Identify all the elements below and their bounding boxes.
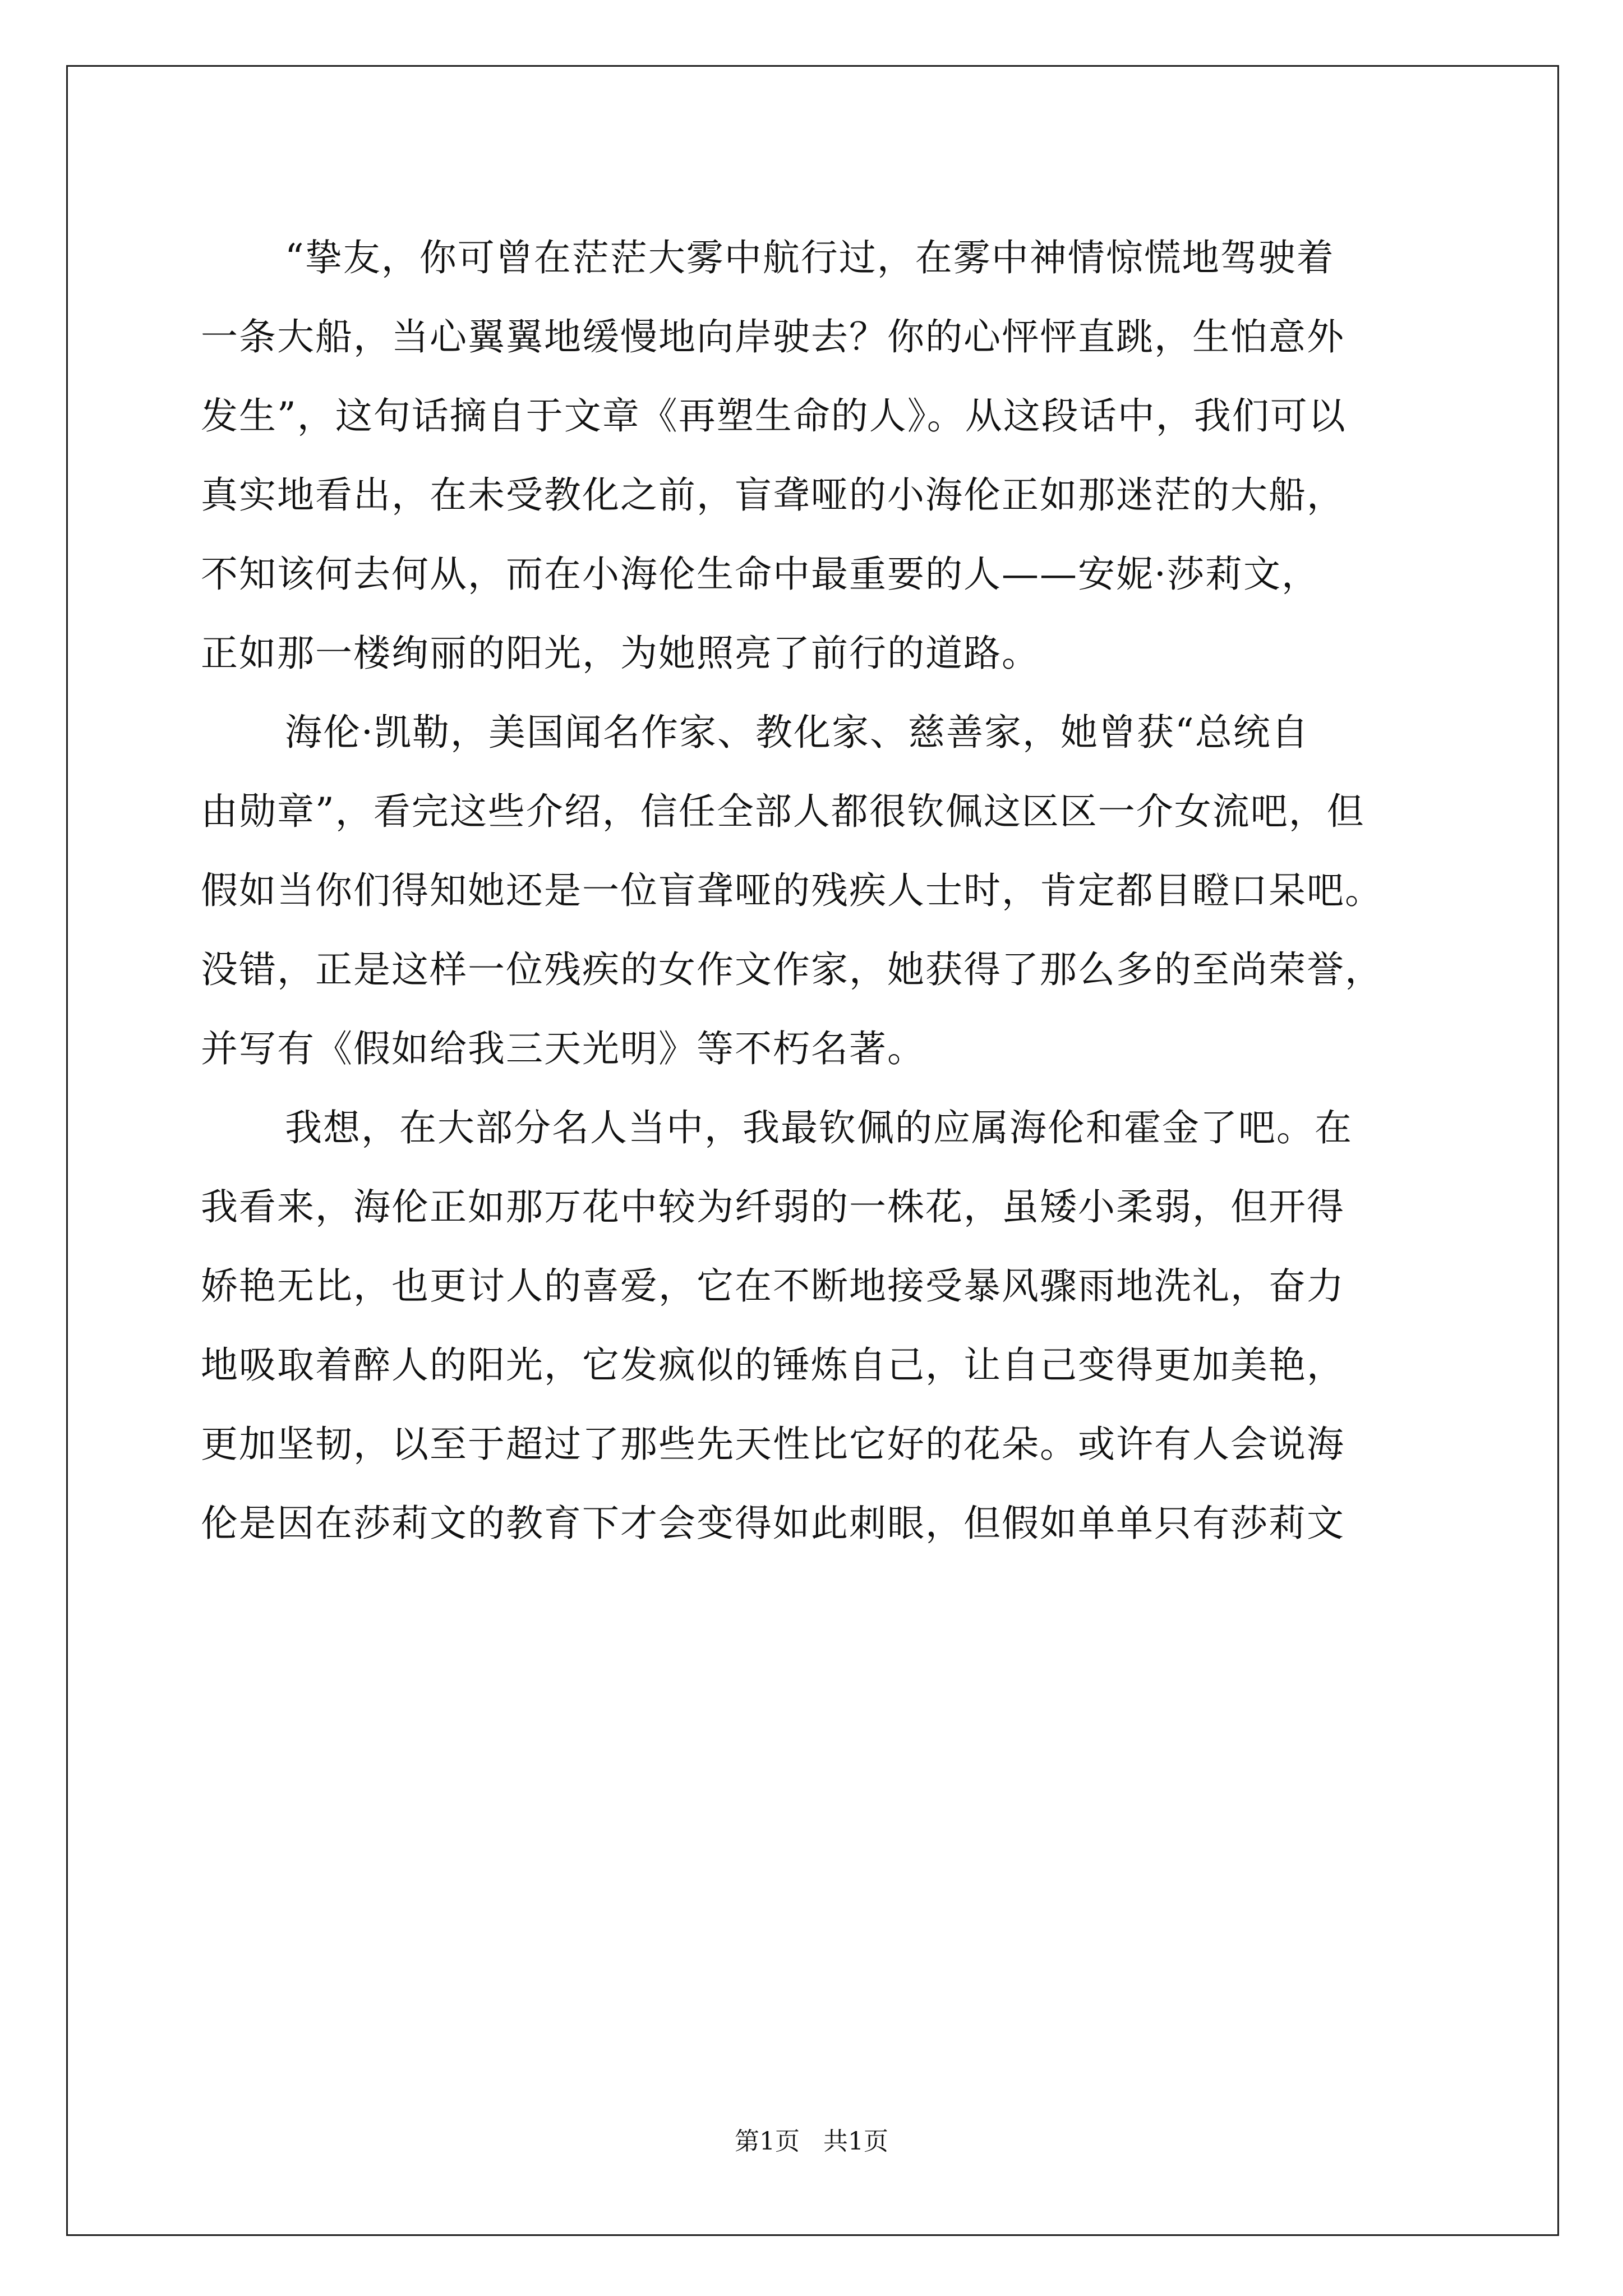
paragraph-2-line-4: 没错，正是这样一位残疾的女作文作家，她获得了那么多的至尚荣誉， [201, 948, 1383, 991]
paragraph-1-line-3: 发生”，这句话摘自于文章《再塑生命的人》。从这段话中，我们可以 [201, 394, 1347, 438]
paragraph-3-line-2: 我看来，海伦正如那万花中较为纤弱的一株花，虽矮小柔弱，但开得 [201, 1185, 1345, 1228]
paragraph-3-line-1: 我想，在大部分名人当中，我最钦佩的应属海伦和霍金了吧。在 [285, 1106, 1353, 1149]
paragraph-2-line-1: 海伦·凯勒，美国闻名作家、教化家、慈善家，她曾获“总统自 [285, 711, 1310, 754]
paragraph-2-line-3: 假如当你们得知她还是一位盲聋哑的残疾人士时，肯定都目瞪口呆吧。 [201, 869, 1383, 912]
paragraph-3-line-3: 娇艳无比，也更讨人的喜爱，它在不断地接受暴风骤雨地洗礼，奋力 [201, 1264, 1345, 1308]
paragraph-2-line-5: 并写有《假如给我三天光明》等不朽名著。 [201, 1027, 925, 1070]
paragraph-1-line-6: 正如那一楼绚丽的阳光，为她照亮了前行的道路。 [201, 632, 1040, 675]
paragraph-1-line-4: 真实地看出，在未受教化之前，盲聋哑的小海伦正如那迷茫的大船， [201, 473, 1345, 517]
paragraph-1-line-5: 不知该何去何从，而在小海伦生命中最重要的人——安妮·莎莉文， [201, 553, 1320, 596]
paragraph-2-line-2: 由勋章”，看完这些介绍，信任全部人都很钦佩这区区一介女流吧，但 [201, 790, 1365, 833]
page-footer: 第1页 共1页 [735, 2127, 888, 2156]
paragraph-1-line-2: 一条大船，当心翼翼地缓慢地向岸驶去？你的心怦怦直跳，生怕意外 [201, 315, 1345, 358]
paragraph-3-line-5: 更加坚韧，以至于超过了那些先天性比它好的花朵。或许有人会说海 [201, 1423, 1345, 1466]
page-border [66, 65, 1559, 2236]
paragraph-3-line-6: 伦是因在莎莉文的教育下才会变得如此刺眼，但假如单单只有莎莉文 [201, 1502, 1345, 1545]
paragraph-1-line-1: “挚友，你可曾在茫茫大雾中航行过，在雾中神情惊慌地驾驶着 [285, 236, 1335, 279]
paragraph-3-line-4: 地吸取着醉人的阳光，它发疯似的锤炼自己，让自己变得更加美艳， [201, 1343, 1345, 1387]
